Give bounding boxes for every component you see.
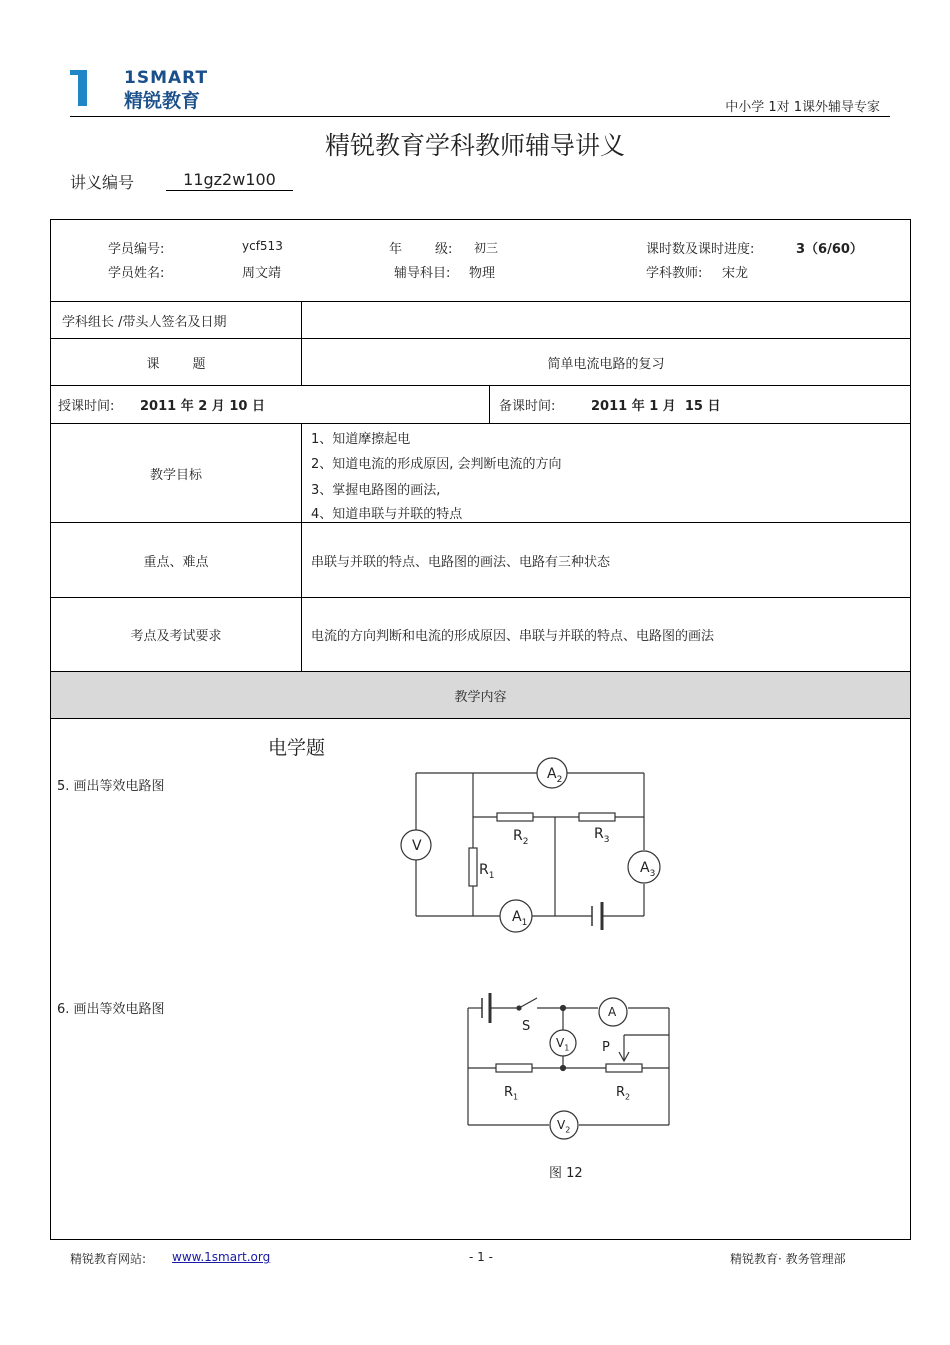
grade: 初三 bbox=[474, 241, 499, 255]
resistor-r3-label: $R_3$ bbox=[594, 826, 610, 845]
brand-en: 1SMART bbox=[124, 68, 209, 88]
switch-s-label: S bbox=[522, 1019, 531, 1034]
student-id-label: 学员编号: bbox=[108, 242, 165, 257]
brand-cn: 精锐教育 bbox=[124, 90, 201, 112]
exam-label: 考点及考试要求 bbox=[130, 629, 222, 644]
topic: 简单电流电路的复习 bbox=[547, 357, 665, 372]
page-number: - 1 - bbox=[469, 1250, 493, 1264]
goal-item: 3、掌握电路图的画法, bbox=[311, 483, 441, 498]
subject-label: 辅导科目: bbox=[394, 266, 451, 281]
voltmeter-v1-label: $V_1$ bbox=[556, 1036, 570, 1053]
student-name-label: 学员姓名: bbox=[108, 266, 165, 281]
grade-label: 年 级: bbox=[389, 242, 453, 257]
goal-item: 2、知道电流的形成原因, 会判断电流的方向 bbox=[311, 457, 562, 472]
goal-item: 1、知道摩擦起电 bbox=[311, 432, 411, 447]
question-6: 6. 画出等效电路图 bbox=[57, 1002, 165, 1017]
topic-label: 课 题 bbox=[146, 357, 206, 372]
key-label: 重点、难点 bbox=[143, 555, 209, 570]
hours-label: 课时数及课时进度: bbox=[646, 242, 755, 257]
student-name: 周文靖 bbox=[242, 266, 282, 281]
teacher-label: 学科教师: bbox=[646, 266, 703, 281]
page-title: 精锐教育学科教师辅导讲义 bbox=[324, 131, 625, 160]
tagline: 中小学 1对 1课外辅导专家 bbox=[725, 100, 880, 115]
subject: 物理 bbox=[469, 266, 496, 281]
voltmeter-label: V bbox=[412, 838, 422, 854]
student-id: ycf513 bbox=[242, 239, 283, 253]
voltmeter-v2-label: $V_2$ bbox=[557, 1118, 571, 1135]
lecture-no-label: 讲义编号 bbox=[70, 173, 135, 192]
footer-site-label: 精锐教育网站: bbox=[70, 1252, 147, 1266]
resistor-r2-label: $R_2$ bbox=[616, 1085, 631, 1102]
class-time-label: 授课时间: bbox=[58, 399, 115, 414]
prep-time-label: 备课时间: bbox=[499, 399, 556, 414]
footer-dept: 精锐教育· 教务管理部 bbox=[730, 1252, 846, 1266]
sign-label: 学科组长 /带头人签名及日期 bbox=[62, 315, 227, 330]
exam-points: 电流的方向判断和电流的形成原因、串联与并联的特点、电路图的画法 bbox=[311, 629, 715, 644]
ammeter-a2-label: $A_2$ bbox=[547, 766, 563, 785]
goals-label: 教学目标 bbox=[149, 468, 202, 483]
goal-item: 4、知道串联与并联的特点 bbox=[311, 507, 463, 522]
section-title: 电学题 bbox=[268, 737, 326, 759]
resistor-r2-label: $R_2$ bbox=[513, 828, 529, 847]
resistor-r1-label: $R_1$ bbox=[504, 1085, 519, 1102]
content-label: 教学内容 bbox=[454, 690, 507, 705]
class-time: 2011 年 2 月 10 日 bbox=[140, 399, 265, 414]
figure-caption: 图 12 bbox=[549, 1166, 583, 1181]
key-points: 串联与并联的特点、电路图的画法、电路有三种状态 bbox=[311, 555, 611, 570]
teacher: 宋龙 bbox=[722, 266, 749, 281]
footer-site-link[interactable]: www.1smart.org bbox=[172, 1250, 271, 1264]
prep-time: 2011 年 1 月 15 日 bbox=[591, 399, 721, 414]
ammeter-a1-label: $A_1$ bbox=[512, 909, 528, 928]
ammeter-a3-label: $A_3$ bbox=[640, 860, 656, 879]
question-5: 5. 画出等效电路图 bbox=[57, 779, 165, 794]
resistor-r1-label: $R_1$ bbox=[479, 862, 495, 881]
lecture-no-value: 11gz2w100 bbox=[166, 170, 293, 191]
ammeter-a-label: A bbox=[608, 1005, 617, 1019]
slider-p-label: P bbox=[602, 1040, 610, 1055]
hours: 3（6/60） bbox=[796, 242, 863, 257]
